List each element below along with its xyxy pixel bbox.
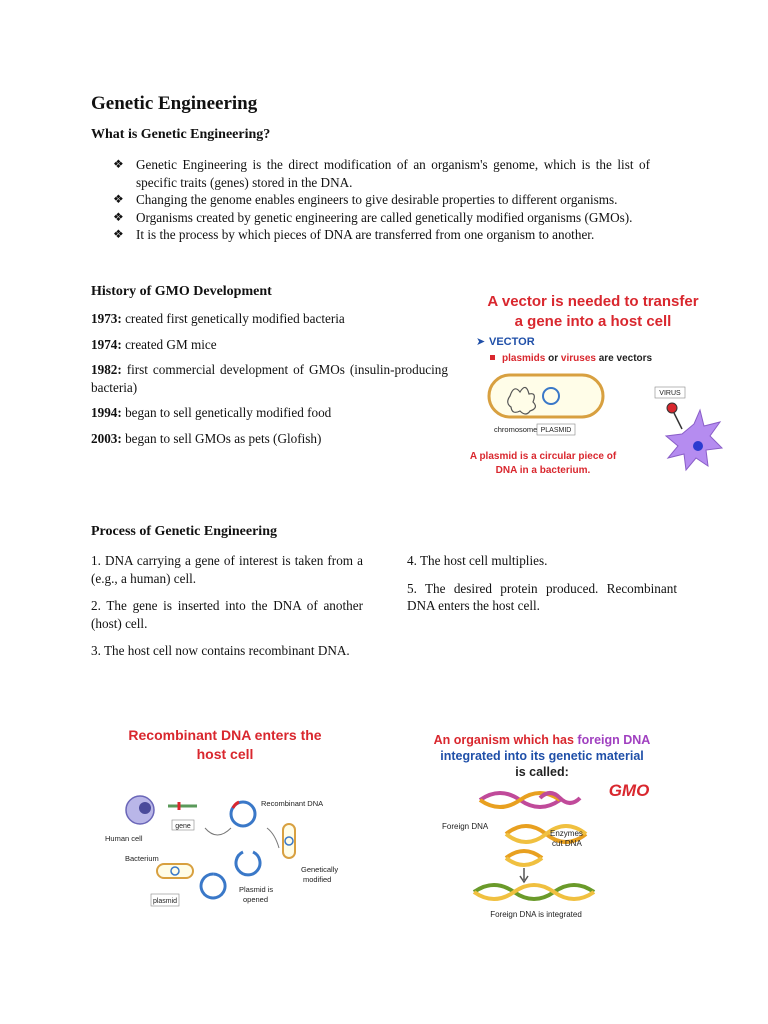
history-item: 1973: created first genetically modified bacteria — [91, 311, 345, 326]
bacterium-icon — [157, 864, 193, 878]
plasmid-label: plasmid — [152, 898, 178, 905]
plasmid-label: PLASMID — [540, 427, 572, 434]
vector-caption-1: A plasmid is a circular piece of — [469, 451, 617, 462]
history-item: 1982: first commercial development of GMOs (insulin-producing bacteria) — [91, 362, 448, 395]
vector-diagram — [462, 286, 724, 486]
enzymes-label-2: cut DNA — [552, 839, 582, 848]
virus-label: VIRUS — [659, 390, 681, 397]
arrow-icon — [205, 828, 231, 835]
dna-helix-icon — [506, 858, 542, 865]
list-item: ❖ Organisms created by genetic engineering are called genetically modified organisms (GMOs). — [113, 209, 633, 225]
opened-plasmid-icon — [236, 852, 260, 875]
diamond-bullet-icon: ❖ — [113, 192, 124, 206]
process-step: 1. DNA carrying a gene of interest is taken from a (e.g., a human) cell. — [91, 553, 363, 586]
bacterium-label: Bacterium — [125, 854, 159, 863]
host-cell-icon — [666, 410, 722, 470]
plasmid-icon — [201, 874, 225, 898]
diamond-bullet-icon: ❖ — [113, 227, 124, 241]
history-heading: History of GMO Development — [91, 284, 272, 299]
human-cell-label: Human cell — [105, 834, 143, 843]
genetically-label-1: Genetically — [301, 865, 339, 874]
process-column-right — [407, 552, 677, 625]
gene-label: gene — [175, 823, 191, 830]
history-section — [91, 284, 448, 455]
gmo-label: GMO — [608, 781, 650, 800]
recombinant-label: Recombinant DNA — [261, 799, 324, 808]
gmo-figure — [424, 728, 684, 924]
bacterium-icon — [489, 375, 603, 417]
human-nucleus-icon — [139, 802, 151, 814]
history-item: 1994: began to sell genetically modified food — [91, 405, 332, 420]
recombinant-diagram — [95, 724, 365, 924]
history-item: 2003: began to sell GMOs as pets (Glofish) — [91, 430, 322, 446]
virus-tail-icon — [674, 413, 682, 429]
foreign-dna-label: Foreign DNA — [442, 822, 489, 831]
chromosome-label: chromosome — [494, 425, 538, 434]
diamond-bullet-icon: ❖ — [113, 157, 124, 171]
plasmid-opened-label-1: Plasmid is — [239, 885, 274, 894]
list-item: ❖ Changing the genome enables engineers to give desirable properties to different organisms. — [113, 192, 618, 207]
genetically-label-2: modified — [303, 875, 332, 884]
process-heading: Process of Genetic Engineering — [91, 524, 277, 539]
dna-helix-icon — [506, 851, 542, 858]
process-column-left — [91, 552, 363, 670]
vector-title-1: A vector is needed to transfer — [487, 293, 699, 310]
vector-bullet: plasmids or viruses are vectors — [502, 353, 653, 364]
vector-title-2: a gene into a host cell — [514, 313, 672, 330]
gmo-diagram — [424, 728, 684, 924]
recomb-title-2: host cell — [196, 746, 254, 762]
gmo-title-1: An organism which has foreign DNA — [433, 733, 651, 747]
square-bullet-icon — [490, 355, 495, 360]
definition-list — [113, 156, 650, 244]
vector-arrow-icon: ➤ — [476, 336, 486, 348]
vector-figure — [462, 286, 724, 486]
recombinant-figure — [95, 724, 365, 924]
page-title: Genetic Engineering — [91, 93, 258, 114]
list-item: ❖ Genetic Engineering is the direct modification of an organism's genome, which is the list of specific traits (genes) stored in the DNA. — [113, 157, 650, 190]
process-step: 4. The host cell multiplies. — [407, 553, 548, 568]
process-step: 2. The gene is inserted into the DNA of another (host) cell. — [91, 598, 363, 631]
process-step: 3. The host cell now contains recombinant DNA. — [91, 643, 350, 658]
nucleus-icon — [693, 441, 703, 451]
diamond-bullet-icon: ❖ — [113, 209, 124, 224]
recomb-title-1: Recombinant DNA enters the — [128, 727, 322, 743]
gmo-title-2: integrated into its genetic material — [440, 749, 644, 763]
inserted-gene-icon — [233, 802, 239, 808]
list-item: ❖ It is the process by which pieces of DNA are transferred from one organism to another. — [113, 227, 595, 242]
vector-caption-2: DNA in a bacterium. — [495, 465, 591, 476]
enzymes-label-1: Enzymes — [550, 829, 583, 838]
gmo-title-3: is called: — [515, 765, 569, 779]
what-heading: What is Genetic Engineering? — [91, 127, 271, 142]
history-item: 1974: created GM mice — [91, 336, 217, 352]
vector-label: VECTOR — [489, 336, 535, 348]
plasmid-opened-label-2: opened — [243, 895, 269, 904]
arrow-icon — [267, 828, 279, 848]
process-step: 5. The desired protein produced. Recombinant DNA enters the host cell. — [407, 580, 677, 613]
virus-head-icon — [667, 403, 677, 413]
integrated-label: Foreign DNA is integrated — [490, 910, 582, 919]
